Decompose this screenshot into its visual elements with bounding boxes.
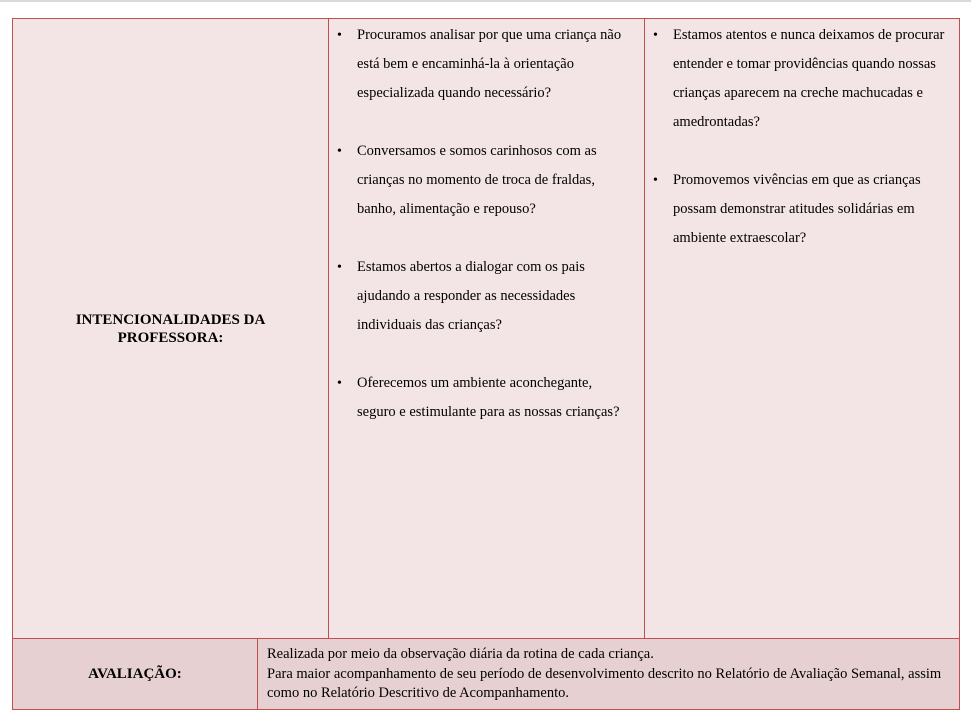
intencionalidades-label <box>76 311 266 347</box>
intencionalidades-label-line1: INTENCIONALIDADES DA <box>75 311 266 328</box>
list-item: • Conversamos e somos carinhosos com as crianças no momento de troca de fraldas, banho, alimentação e repouso? <box>329 137 630 224</box>
avaliacao-label-cell <box>13 639 257 709</box>
avaliacao-text-line1: Realizada por meio da observação diária da rotina de cada criança. <box>267 646 654 662</box>
avaliacao-label: AVALIAÇÃO: <box>88 666 182 682</box>
list-item: • Promovemos vivências em que as crianças possam demonstrar atitudes solidárias em ambiente extraescolar? <box>645 166 949 253</box>
list-item: • Estamos abertos a dialogar com os pais ajudando a responder as necessidades individuais das crianças? <box>329 253 630 340</box>
column-divider <box>644 19 645 639</box>
top-divider <box>0 0 971 2</box>
intencionalidades-list-1 <box>329 21 630 427</box>
list-item: • Estamos atentos e nunca deixamos de procurar entender e tomar providências quando nossas crianças aparecem na creche machucadas e amedrontadas? <box>645 21 949 137</box>
intencionalidades-list-2 <box>645 21 949 253</box>
list-item: • Oferecemos um ambiente aconchegante, seguro e estimulante para as nossas crianças? <box>329 369 630 427</box>
list-item: • Procuramos analisar por que uma criança não está bem e encaminhá-la à orientação especializada quando necessário? <box>329 21 630 108</box>
avaliacao-content-cell <box>258 639 959 709</box>
intencionalidades-label-cell <box>13 19 328 638</box>
planning-table <box>12 18 960 710</box>
row-divider <box>13 638 959 639</box>
avaliacao-text-line2: Para maior acompanhamento de seu período de desenvolvimento descrito no Relatório de Avaliação Semanal, assim como no Relatório Descritivo de Acompanhamento. <box>267 665 942 701</box>
column-divider <box>328 19 329 639</box>
intencionalidades-column-2 <box>645 19 959 638</box>
intencionalidades-column-1 <box>329 19 644 638</box>
column-divider <box>257 639 258 709</box>
intencionalidades-label-line2: PROFESSORA: <box>117 329 224 346</box>
